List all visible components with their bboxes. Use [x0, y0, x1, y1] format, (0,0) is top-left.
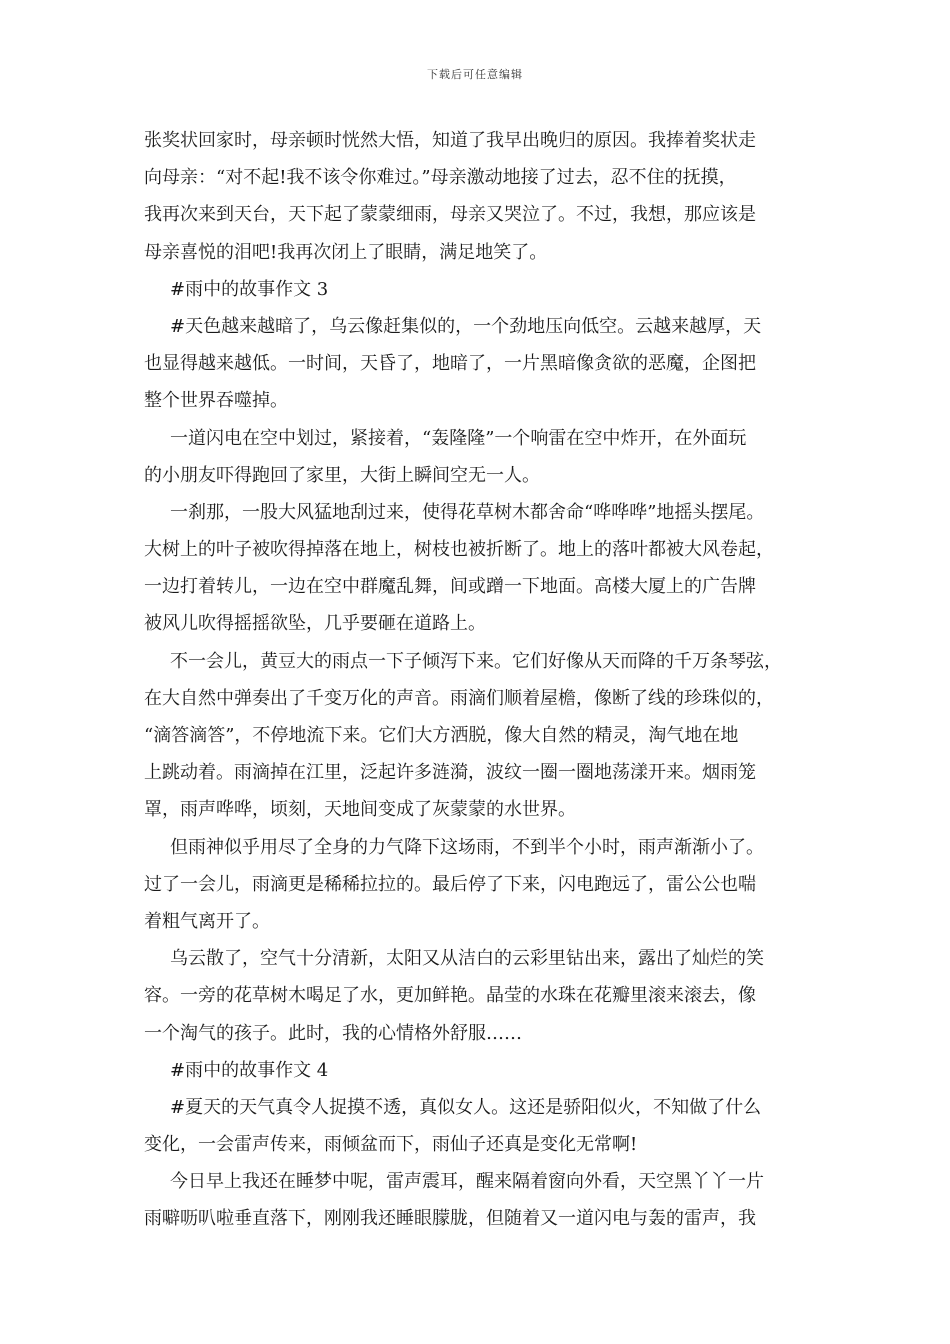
text-line: 一道闪电在空中划过，紧接着，“轰隆隆”一个响雷在空中炸开，在外面玩 — [170, 427, 747, 449]
text-line: 过了一会儿，雨滴更是稀稀拉拉的。最后停了下来，闪电跑远了，雷公公也喘 — [144, 873, 756, 895]
text-line: 我再次来到天台，天下起了蒙蒙细雨，母亲又哭泣了。不过，我想，那应该是 — [144, 204, 756, 226]
page-header: 下载后可任意编辑 — [427, 68, 523, 81]
text-line: 但雨神似乎用尽了全身的力气降下这场雨，不到半个小时，雨声渐渐小了。 — [170, 836, 764, 858]
text-line: 罩，雨声哗哗，顷刻，天地间变成了灰蒙蒙的水世界。 — [144, 799, 576, 821]
text-line: 被风儿吹得摇摇欲坠，几乎要砸在道路上。 — [144, 613, 486, 635]
text-line: 今日早上我还在睡梦中呢，雷声震耳，醒来隔着窗向外看，天空黑丫丫一片 — [170, 1171, 764, 1193]
text-line: #夏天的天气真令人捉摸不透，真似女人。这还是骄阳似火，不知做了什么 — [170, 1096, 762, 1118]
text-line: 乌云散了，空气十分清新，太阳又从洁白的云彩里钻出来，露出了灿烂的笑 — [170, 948, 764, 970]
text-line: 整个世界吞噬掉。 — [144, 390, 288, 412]
text-line: 雨噼呖叭啦垂直落下，刚刚我还睡眼朦胧，但随着又一道闪电与轰的雷声，我 — [144, 1208, 756, 1230]
text-line: 也显得越来越低。一时间，天昏了，地暗了，一片黑暗像贪欲的恶魔，企图把 — [144, 353, 756, 375]
text-line: #天色越来越暗了，乌云像赶集似的，一个劲地压向低空。云越来越厚，天 — [170, 315, 762, 337]
text-line: 一边打着转儿，一边在空中群魔乱舞，间或蹭一下地面。高楼大厦上的广告牌 — [144, 576, 756, 598]
text-line: 的小朋友吓得跑回了家里，大街上瞬间空无一人。 — [144, 464, 540, 486]
text-line: 不一会儿，黄豆大的雨点一下子倾泻下来。它们好像从天而降的千万条琴弦， — [170, 650, 782, 672]
text-line: 着粗气离开了。 — [144, 910, 270, 932]
text-line: 一个淘气的孩子。此时，我的心情格外舒服…… — [144, 1022, 522, 1044]
text-line: 容。一旁的花草树木喝足了水，更加鲜艳。晶莹的水珠在花瓣里滚来滚去，像 — [144, 985, 756, 1007]
text-line: 母亲喜悦的泪吧!我再次闭上了眼睛，满足地笑了。 — [144, 241, 548, 263]
text-line: 向母亲：“对不起!我不该令你难过。”母亲激动地接了过去，忍不住的抚摸， — [144, 167, 737, 189]
text-line: 在大自然中弹奏出了千变万化的声音。雨滴们顺着屋檐，像断了线的珍珠似的， — [144, 687, 774, 709]
text-line: “滴答滴答”，不停地流下来。它们大方洒脱，像大自然的精灵，淘气地在地 — [144, 725, 739, 746]
text-line: 一刹那，一股大风猛地刮过来，使得花草树木都舍命“哗哗哗”地摇头摆尾。 — [170, 501, 765, 523]
text-line: 变化，一会雷声传来，雨倾盆而下，雨仙子还真是变化无常啊! — [144, 1134, 638, 1156]
text-line: 大树上的叶子被吹得掉落在地上，树枝也被折断了。地上的落叶都被大风卷起， — [144, 539, 774, 561]
text-line: #雨中的故事作文 4 — [170, 1059, 329, 1081]
text-line: 上跳动着。雨滴掉在江里，泛起许多涟漪，波纹一圈一圈地荡漾开来。烟雨笼 — [144, 762, 756, 784]
text-line: #雨中的故事作文 3 — [170, 278, 329, 300]
document-body — [144, 122, 809, 1238]
text-line: 张奖状回家时，母亲顿时恍然大悟，知道了我早出晚归的原因。我捧着奖状走 — [144, 130, 756, 151]
